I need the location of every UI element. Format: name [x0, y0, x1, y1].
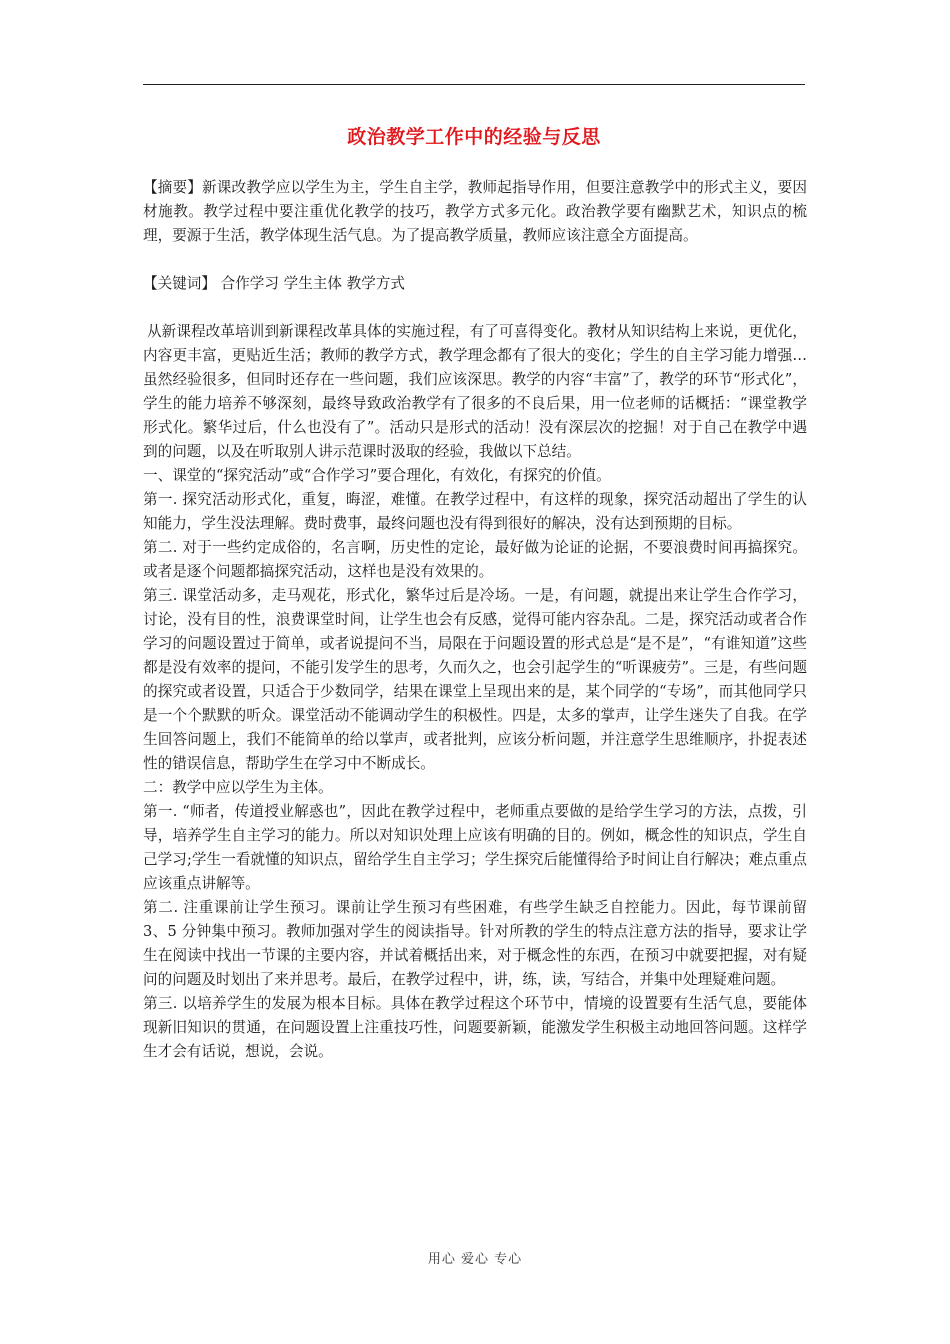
page-footer: 用心 爱心 专心 — [427, 1252, 523, 1267]
body-paragraph: 第一. 探究活动形式化，重复，晦涩，难懂。在教学过程中，有这样的现象，探究活动超出了学生的认知能力，学生没法理解。费时费事，最终问题也没有得到很好的解决，没有达到预期的目标。 — [143, 491, 807, 532]
body-paragraph: 第二. 对于一些约定成俗的，名言啊，历史性的定论，最好做为论证的论据，不要浪费时间再搞探究。或者是逐个问题都搞探究活动，这样也是没有效果的。 — [143, 539, 807, 580]
intro-paragraph: 从新课程改革培训到新课程改革具体的实施过程，有了可喜得变化。教材从知识结构上来说，更优化，内容更丰富，更贴近生活；教师的教学方式，教学理念都有了很大的变化；学生的自主学习能力增强…虽然经验很多，但同时还存在一些问题，我们应该深思。教学的内容“丰富”了，教学的环节“形式化”，学生的能力培养不够深刻，最终导致政治教学有了很多的不良后果，用一位老师的话概括：“课堂教学形式化。繁华过后，什么也没有了”。活动只是形式的活动！没有深层次的挖掘！对于自己在教学中遇到的问题，以及在听取别人讲示范课时汲取的经验，我做以下总结。 — [143, 323, 807, 460]
body-paragraph: 第二. 注重课前让学生预习。课前让学生预习有些困难，有些学生缺乏自控能力。因此，每节课前留 3、5 分钟集中预习。教师加强对学生的阅读指导。针对所教的学生的特点注意方法的指导，要求让学生在阅读中找出一节课的主要内容，并试着概括出来，对于概念性的东西，在预习中就要把握，对有疑问的问题及时划出了来并思考。最后，在教学过程中，讲，练，读，写结合，并集中处理疑难问题。 — [143, 899, 807, 988]
spacer — [143, 248, 807, 272]
body-paragraph: 第一. “师者，传道授业解惑也”，因此在教学过程中，老师重点要做的是给学生学习的方法，点拨，引导，培养学生自主学习的能力。所以对知识处理上应该有明确的目的。例如，概念性的知识点，学生自己学习;学生一看就懂的知识点，留给学生自主学习；学生探究后能懂得给予时间让自行解决；难点重点应该重点讲解等。 — [143, 803, 807, 892]
body-paragraph: 第三. 课堂活动多，走马观花，形式化，繁华过后是冷场。一是，有问题，就提出来让学生合作学习，讨论，没有目的性，浪费课堂时间，让学生也会有反感，觉得可能内容杂乱。二是，探究活动或者合作学习的问题设置过于简单，或者说提问不当，局限在于问题设置的形式总是“是不是”，“有谁知道”这些都是没有效率的提问，不能引发学生的思考，久而久之，也会引起学生的“听课疲劳”。三是，有些问题的探究或者设置，只适合于少数同学，结果在课堂上呈现出来的是，某个同学的“专场”，而其他同学只是一个个默默的听众。课堂活动不能调动学生的积极性。四是，太多的掌声，让学生迷失了自我。在学生回答问题上，我们不能简单的给以掌声，或者批判，应该分析问题，并注意学生思维顺序，扑捉表述性的错误信息，帮助学生在学习中不断成长。 — [143, 587, 807, 772]
body-paragraph: 第三. 以培养学生的发展为根本目标。具体在教学过程这个环节中，情境的设置要有生活气息，要能体现新旧知识的贯通，在问题设置上注重技巧性，问题要新颖，能激发学生积极主动地回答问题。这样学生才会有话说，想说，会说。 — [143, 995, 807, 1060]
header-rule — [143, 84, 805, 85]
section-heading-1: 一、课堂的“探究活动”或“合作学习”要合理化，有效化，有探究的价值。 — [143, 467, 611, 484]
document-body — [143, 176, 807, 1064]
spacer — [143, 296, 807, 320]
section-heading-2: 二：教学中应以学生为主体。 — [143, 779, 333, 796]
abstract-paragraph: 【摘要】新课改教学应以学生为主，学生自主学，教师起指导作用，但要注意教学中的形式主义，要因材施教。教学过程中要注重优化教学的技巧，教学方式多元化。政治教学要有幽默艺术，知识点的梳理，要源于生活，教学体现生活气息。为了提高教学质量，教师应该注意全方面提高。 — [143, 179, 807, 244]
document-title: 政治教学工作中的经验与反思 — [347, 126, 601, 148]
keywords-line: 【关键词】 合作学习 学生主体 教学方式 — [143, 275, 406, 292]
